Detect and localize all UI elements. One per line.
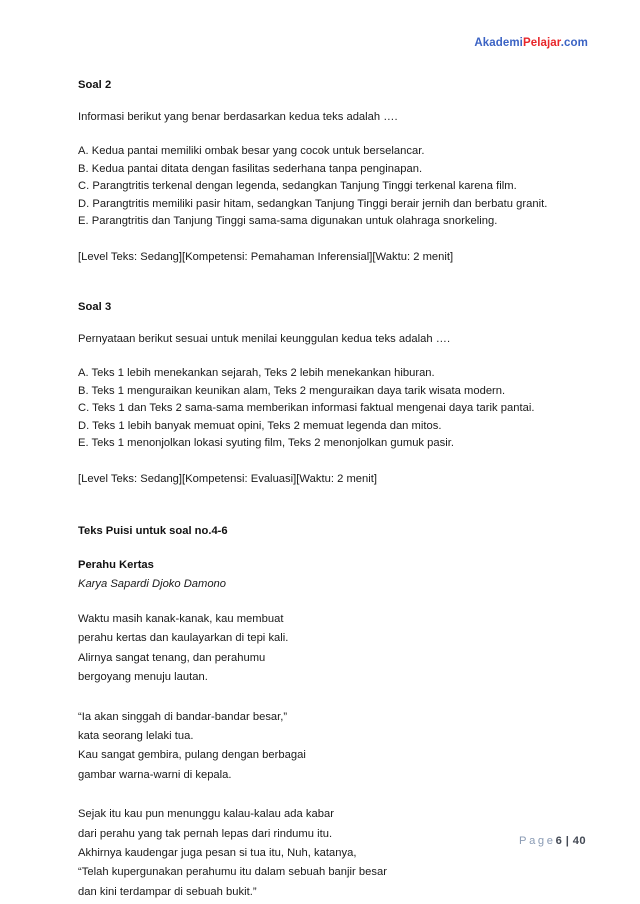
document-body [78, 79, 578, 902]
poem-block [78, 525, 578, 902]
question-heading: Soal 2 [78, 79, 112, 91]
answer-option-list [78, 143, 578, 231]
question-stem: Informasi berikut yang benar berdasarkan kedua teks adalah …. [78, 111, 398, 123]
logo-text-pelajar: Pelajar [522, 37, 561, 49]
answer-option: A. Teks 1 lebih menekankan sejarah, Teks 2 lebih menekankan hiburan. [78, 366, 435, 379]
poem-line: Akhirnya kaudengar juga pesan si tua itu, Nuh, katanya, [78, 847, 357, 859]
poem-author: Karya Sapardi Djoko Damono [78, 577, 226, 590]
answer-option: D. Teks 1 lebih banyak memuat opini, Teks 2 memuat legenda dan mitos. [78, 419, 442, 432]
logo-text-akademi: Akademi [474, 37, 523, 49]
poem-line: Kau sangat gembira, pulang dengan berbagai [78, 749, 306, 762]
answer-option: B. Teks 1 menguraikan keunikan alam, Teks 2 menguraikan daya tarik wisata modern. [78, 384, 506, 397]
poem-line: dan kini terdampar di sebuah bukit.” [78, 885, 257, 898]
poem-line: gambar warna-warni di kepala. [78, 768, 232, 781]
answer-option: D. Parangtritis memiliki pasir hitam, sedangkan Tanjung Tinggi berair jernih dan berbatu granit. [78, 197, 548, 210]
poem-line: bergoyang menuju lautan. [78, 671, 208, 684]
question-metadata: [Level Teks: Sedang][Kompetensi: Pemahaman Inferensial][Waktu: 2 menit] [78, 250, 454, 263]
answer-option: A. Kedua pantai memiliki ombak besar yang cocok untuk berselancar. [78, 145, 425, 157]
poem-line: “Ia akan singgah di bandar-bandar besar,” [78, 710, 288, 723]
section-spacer [78, 263, 578, 301]
answer-option-list [78, 365, 578, 453]
site-logo-watermark [474, 37, 588, 49]
question-metadata: [Level Teks: Sedang][Kompetensi: Evaluasi][Waktu: 2 menit] [78, 472, 378, 485]
question-block-soal-2 [78, 79, 578, 263]
footer-page-label: Page [519, 835, 556, 847]
question-block-soal-3 [78, 301, 578, 485]
question-heading: Soal 3 [78, 300, 112, 313]
answer-option: E. Teks 1 menonjolkan lokasi syuting film, Teks 2 menonjolkan gumuk pasir. [78, 437, 455, 450]
section-spacer [78, 485, 578, 525]
footer-page-numbers: 6 | 40 [555, 835, 586, 847]
poem-stanza [78, 708, 578, 786]
poem-line: kata seorang lelaki tua. [78, 729, 194, 742]
poem-line: Sejak itu kau pun menunggu kalau-kalau ada kabar [78, 808, 334, 821]
answer-option: B. Kedua pantai ditata dengan fasilitas sederhana tanpa penginapan. [78, 162, 423, 175]
answer-option: C. Teks 1 dan Teks 2 sama-sama memberikan informasi faktual mengenai daya tarik pantai. [78, 402, 535, 415]
poem-line: Alirnya sangat tenang, dan perahumu [78, 651, 266, 664]
page-footer [519, 835, 586, 847]
poem-title: Perahu Kertas [78, 558, 154, 571]
poem-line: “Telah kupergunakan perahumu itu dalam sebuah banjir besar [78, 866, 388, 879]
poem-section-heading: Teks Puisi untuk soal no.4-6 [78, 524, 228, 537]
logo-text-dotcom: .com [560, 37, 588, 49]
question-stem: Pernyataan berikut sesuai untuk menilai keunggulan kedua teks adalah …. [78, 332, 451, 345]
poem-line: dari perahu yang tak pernah lepas dari rindumu itu. [78, 827, 333, 840]
answer-option: E. Parangtritis dan Tanjung Tinggi sama-sama digunakan untuk olahraga snorkeling. [78, 215, 498, 228]
poem-line: Waktu masih kanak-kanak, kau membuat [78, 612, 284, 625]
answer-option: C. Parangtritis terkenal dengan legenda, sedangkan Tanjung Tinggi terkenal karena film. [78, 180, 517, 193]
poem-line: perahu kertas dan kaulayarkan di tepi kali. [78, 632, 289, 645]
poem-stanza [78, 610, 578, 688]
poem-stanza [78, 805, 578, 902]
